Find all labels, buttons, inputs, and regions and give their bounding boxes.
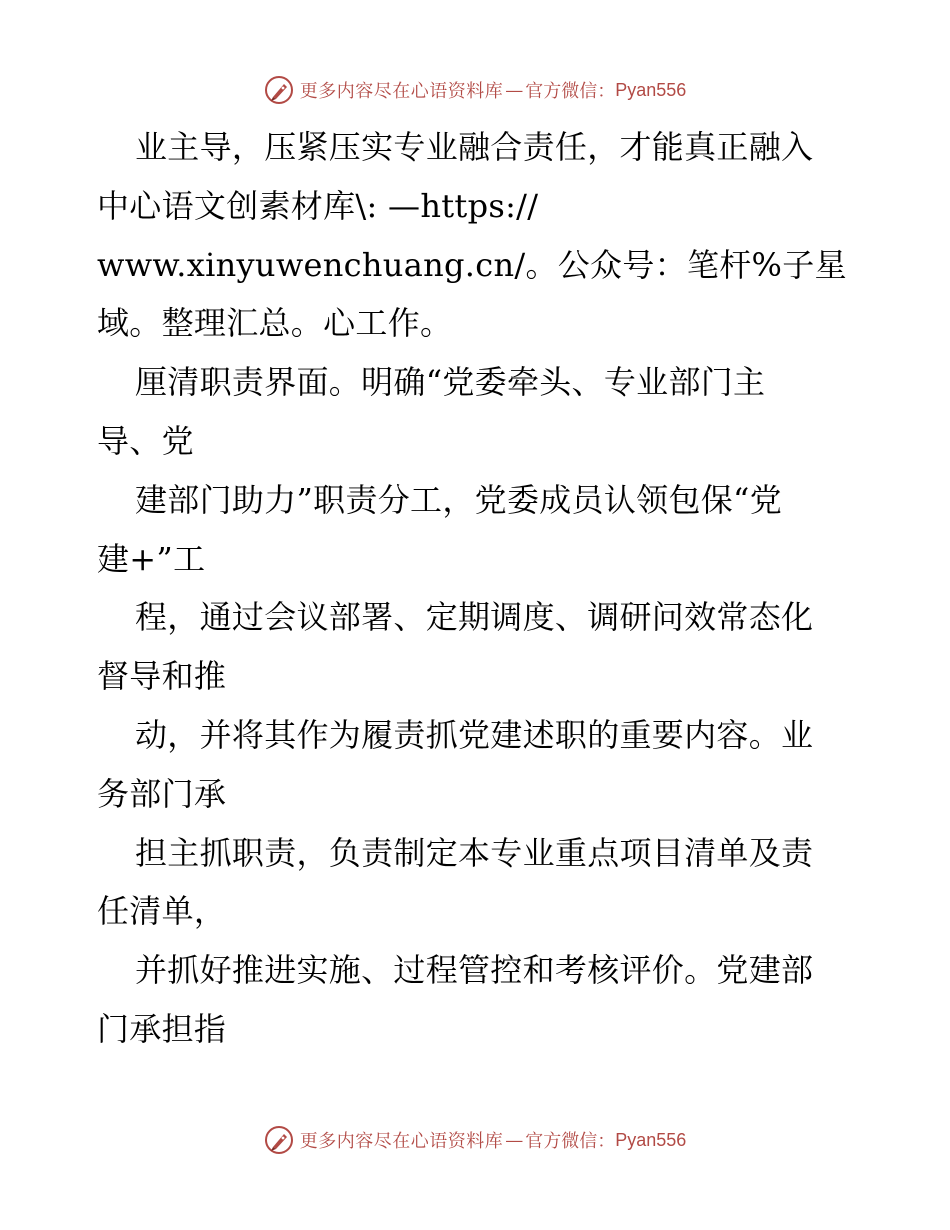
text-line: 督导和推 [97, 657, 227, 696]
watermark-wechat-label: 官方微信： [525, 81, 616, 102]
watermark-separator: — [505, 79, 524, 101]
text-line: 厘清职责界面。明确“党委牵头、专业部门主 [135, 363, 766, 402]
watermark-text: 更多内容尽在心语资料库 [299, 1131, 504, 1152]
text-line: 业主导，压紧压实专业融合责任，才能真正融入 [135, 128, 814, 166]
document-body [97, 118, 867, 1059]
header-watermark [0, 70, 950, 110]
text-line: 任清单， [97, 892, 227, 931]
text-line: 域。整理汇总。心工作。 [97, 304, 453, 343]
text-line: 门承担指 [97, 1009, 227, 1048]
text-line: 动，并将其作为履责抓党建述职的重要内容。业 [135, 715, 814, 754]
text-line: 中心语文创素材库\: —https:// [97, 186, 539, 225]
text-line: 程，通过会议部署、定期调度、调研问效常态化 [135, 598, 814, 637]
watermark-wechat-id: Pyan556 [615, 79, 687, 100]
text-line: 导、党 [97, 421, 194, 460]
watermark-text: 更多内容尽在心语资料库 [299, 81, 504, 102]
text-line: 务部门承 [97, 774, 227, 813]
watermark-wechat-id: Pyan556 [615, 1129, 687, 1150]
watermark-separator: — [505, 1129, 524, 1151]
text-line: 建部门助力”职责分工，党委成员认领包保“党 [135, 480, 783, 519]
pen-nib-logo-icon [264, 75, 294, 105]
text-line: www.xinyuwenchuang.cn/。公众号：笔杆%子星 [97, 245, 847, 284]
footer-watermark [0, 1120, 950, 1160]
pen-nib-logo-icon [264, 1125, 294, 1155]
text-line: 担主抓职责，负责制定本专业重点项目清单及责 [135, 833, 814, 872]
watermark-wechat-label: 官方微信： [525, 1131, 616, 1152]
text-line: 并抓好推进实施、过程管控和考核评价。党建部 [135, 951, 814, 990]
text-line: 建+”工 [97, 539, 206, 578]
